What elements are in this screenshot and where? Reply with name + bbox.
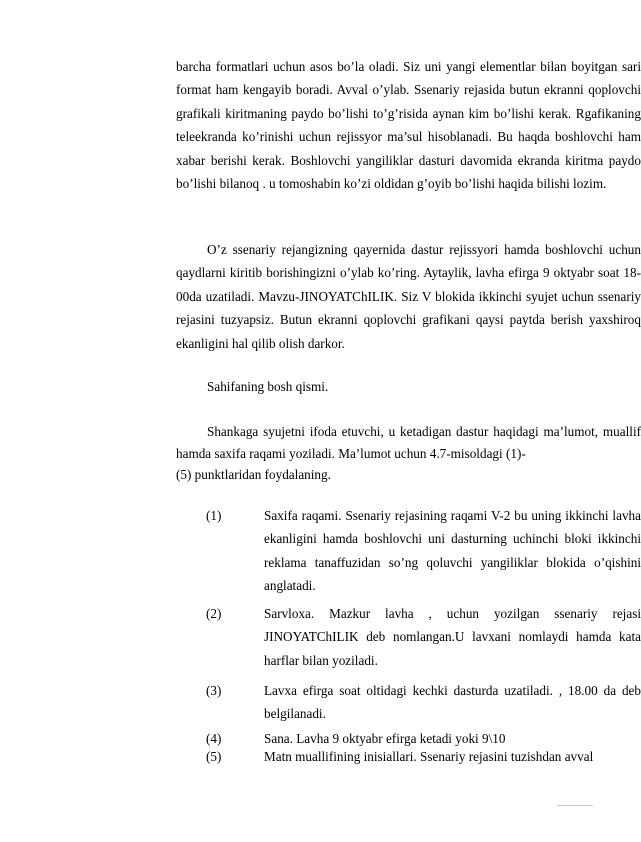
paragraph-intro: barcha formatlari uchun asos bo’la oladi. Siz uni yangi elementlar bilan boyitgan sari format ham kengayib boradi. Avval o’ylab. Ssenariy rejasida butun ekranni qoplovchi grafikali kiritmaning paydo bo’lishi to’g’risida aynan kim bo’lishi kerak. Rgafikaning teleekranda ko’rinishi uchun rejissyor ma’sul hisoblanadi. Bu haqda boshlovchi ham xabar berishi kerak. Boshlovchi yangiliklar dasturi davomida ekranda kiritma paydo bo’lishi bilanoq . u tomoshabin ko’zi oldidan g’oyib bo’lishi haqida bilishi lozim.: [176, 59, 641, 192]
paragraph-plan: O’z ssenariy rejangizning qayernida dastur rejissyori hamda boshlovchi uchun qaydlarni kiritib borishingizni o’ylab ko’ring. Aytaylik, lavha efirga 9 oktyabr soat 18-00da uzatiladi. Mavzu-JINOYATChILIK. Siz V blokida ikkinchi syujet uchun ssenariy rejasini tuzyapsiz. Butun ekranni qoplovchi grafikani qaysi paytda berish yaxshiroq ekanligini hal qilib olish darkor.: [176, 242, 641, 351]
list-item-number: (3): [206, 683, 222, 698]
list-item-number: (5): [206, 749, 222, 764]
list-item: [176, 602, 641, 672]
list-item: [176, 679, 641, 726]
list-item-number: (4): [206, 731, 222, 746]
paragraph-slug-cont: (5) punktlaridan foydalaning.: [176, 467, 331, 482]
list-item-text: Sana. Lavha 9 oktyabr efirga ketadi yoki 9\10: [264, 731, 506, 746]
list-item: [176, 730, 641, 748]
list-item-text: Saxifa raqami. Ssenariy rejasining raqami V-2 bu uning ikkinchi lavha ekanligini hamda boshlovchi uni dasturning uchinchi bloki ikkinchi reklama tanaffuzidan so’ng qoluvchi yangiliklar blokida o’qishini anglatadi.: [264, 508, 641, 594]
paragraph-heading: Sahifaning bosh qismi.: [207, 379, 329, 394]
page-corner-rule: [557, 805, 593, 806]
list-item-number: (1): [206, 508, 222, 523]
list-item-text: Matn muallifining inisiallari. Ssenariy rejasini tuzishdan avval: [264, 749, 594, 764]
list-item-text: Sarvloxa. Mazkur lavha , uchun yozilgan ssenariy rejasi JINOYATChILIK deb nomlangan.U lavxani nomlaydi hamda kata harflar bilan yoziladi.: [264, 606, 641, 668]
list-item: [176, 748, 641, 766]
list-item: [176, 504, 641, 598]
paragraph-slug: Shankaga syujetni ifoda etuvchi, u ketadigan dastur haqidagi ma’lumot, muallif hamda saxifa raqami yoziladi. Ma’lumot uchun 4.7-misoldagi (1)-: [176, 424, 641, 461]
list-item-number: (2): [206, 606, 222, 621]
list-item-text: Lavxa efirga soat oltidagi kechki dasturda uzatiladi. , 18.00 da deb belgilanadi.: [264, 683, 641, 722]
